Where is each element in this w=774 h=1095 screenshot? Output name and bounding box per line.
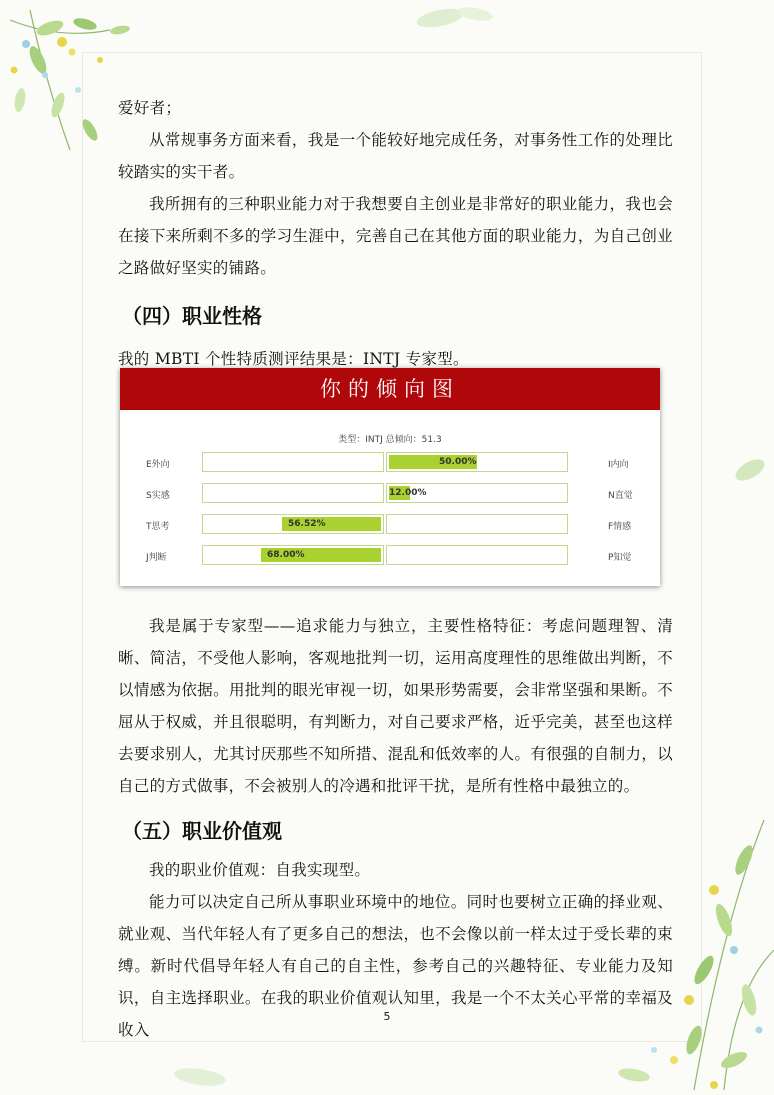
mbti-intro: 我的 MBTI 个性特质测评结果是：INTJ 专家型。 [118, 350, 469, 368]
right-bar-track [386, 452, 568, 472]
right-bar-track [386, 483, 568, 503]
personality-description: 我是属于专家型——追求能力与独立，主要性格特征：考虑问题理智、清晰、简洁，不受他人影响，客观地批判一切，运用高度理性的思维做出判断，不以情感为依据。用批判的眼光审视一切，如果形势需要，会非常坚强和果断。不屈从于权威，并且很聪明，有判断力，对自己要求严格，近乎完美，甚至也这样去要求别人，尤其讨厌那些不知所措、混乱和低效率的人。有很强的自制力，以自己的方式做事，不会被别人的冷遇和批评干扰，是所有性格中最独立的。 [118, 617, 673, 795]
left-bar-track [202, 514, 384, 534]
bar-value-label: 12.00% [389, 488, 427, 498]
heading-career-personality: （四）职业性格 [122, 304, 262, 328]
left-dimension-label: E外向 [146, 460, 170, 470]
mbti-tendency-chart [120, 368, 660, 586]
chart-row [120, 514, 660, 536]
leaf-decoration-bottom-left [150, 1055, 270, 1095]
right-dimension-label: N直觉 [608, 491, 633, 501]
values-body: 能力可以决定自己所从事职业环境中的地位。同时也要树立正确的择业观、就业观、当代年轻人有了更多自己的想法，也不会像以前一样太过于受长辈的束缚。新时代倡导年轻人有自己的自主性，参考自己的兴趣特征、专业能力及知识，自主选择职业。在我的职业价值观认知里，我是一个不太关心平常的幸福及收入 [118, 893, 673, 1039]
paragraph-routine: 从常规事务方面来看，我是一个能较好地完成任务，对事务性工作的处理比较踏实的实干者。 [118, 131, 673, 181]
right-dimension-label: I内向 [608, 460, 629, 470]
left-bar-track [202, 483, 384, 503]
page-number: 5 [383, 1010, 391, 1023]
chart-summary: 类型：INTJ 总倾向：51.3 [338, 435, 442, 445]
left-dimension-label: T思考 [146, 522, 170, 532]
left-bar-track [202, 452, 384, 472]
chart-title: 你的倾向图 [120, 368, 660, 410]
right-dimension-label: P知觉 [608, 553, 632, 563]
values-intro: 我的职业价值观：自我实现型。 [149, 861, 371, 879]
chart-row [120, 483, 660, 505]
bar-value-label: 56.52% [288, 519, 326, 529]
leaf-decoration-right [728, 440, 774, 520]
left-dimension-label: S实感 [146, 491, 170, 501]
right-bar-track [386, 514, 568, 534]
heading-career-values: （五）职业价值观 [122, 819, 282, 843]
left-dimension-label: J判断 [146, 553, 167, 563]
right-dimension-label: F情感 [608, 522, 632, 532]
chart-row [120, 545, 660, 567]
leaf-decoration-top-right [380, 0, 520, 40]
bar-value-label: 68.00% [267, 550, 305, 560]
right-bar-track [386, 545, 568, 565]
chart-row [120, 452, 660, 474]
left-bar-track [202, 545, 384, 565]
paragraph-abilities: 我所拥有的三种职业能力对于我想要自主创业是非常好的职业能力，我也会在接下来所剩不多的学习生涯中，完善自己在其他方面的职业能力，为自己创业之路做好坚实的铺路。 [118, 195, 673, 277]
bar-value-label: 50.00% [439, 457, 477, 467]
paragraph-hobby: 爱好者； [118, 99, 182, 117]
